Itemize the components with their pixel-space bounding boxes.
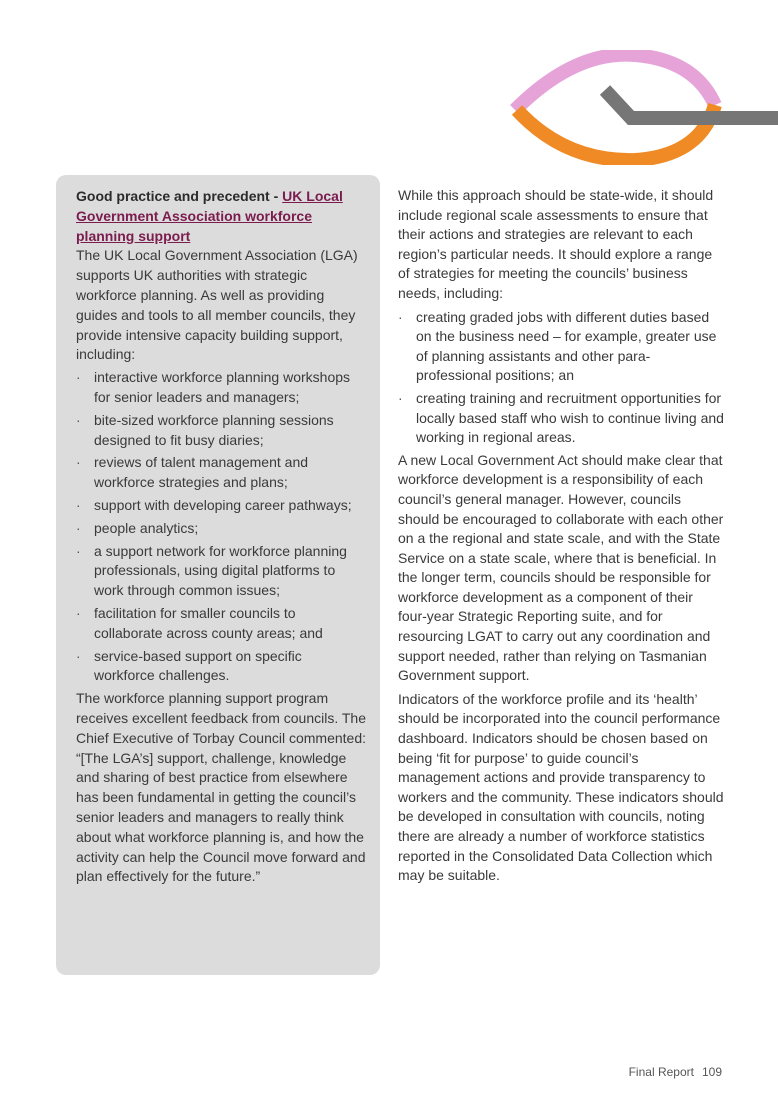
callout-content — [76, 187, 366, 887]
callout-support-list — [76, 368, 366, 686]
paragraph-workforce-indicators: Indicators of the workforce profile and its ‘health’ should be incorporated into the council performance dashboard. Indicators should be chosen based on being ‘fit for purpose’ to guide council’s management actions and provide transparency to workers and the community. These indicators should be developed in consultation with councils, noting there are already a number of workforce statistics reported in the Consolidated Data Collection which may be suitable. — [398, 690, 724, 884]
list-item: · creating graded jobs with different duties based on the business need – for example, greater use of planning assistants and other para-professional positions; an — [398, 308, 724, 386]
strategies-list — [398, 308, 724, 448]
callout-title-prefix: Good practice and precedent - — [76, 188, 283, 204]
callout-closing: The workforce planning support program receives excellent feedback from councils. The Chief Executive of Torbay Council commented: “[The LGA’s] support, challenge, knowledge and sharing of best practice from elsewhere has been fundamental in getting the council’s senior leaders and managers to really think about what workforce planning is, and how the activity can help the Council move forward and plan effectively for the future.” — [76, 690, 366, 885]
paragraph-local-government-act: A new Local Government Act should make clear that workforce development is a responsibility of each council’s general manager. However, councils should be encouraged to collaborate with each other on a the regional and state scale, and with the State Service on a state scale, where that is beneficial. In the longer term, councils should be responsible for workforce development as a component of their four-year Strategic Reporting suite, and for resourcing LGAT to carry out any coordination and support needed, rather than relying on Tasmanian Government support. — [398, 451, 724, 684]
paragraph-regional-assessments: While this approach should be state-wide, it should include regional scale assessments to ensure that their actions and strategies are relevant to each region’s particular needs. It should explore a range of strategies for meeting the councils’ business needs, including: — [398, 187, 714, 301]
list-item: · support with developing career pathways; — [76, 496, 366, 516]
callout-title — [76, 187, 366, 246]
page-footer — [560, 1065, 722, 1079]
callout-intro: The UK Local Government Association (LGA) supports UK authorities with strategic workforce planning. As well as providing guides and tools to all member councils, they provide intensive capacity building support, including: — [76, 247, 358, 363]
list-item: · a support network for workforce planning professionals, using digital platforms to work through common issues; — [76, 542, 366, 601]
good-practice-callout — [56, 175, 380, 975]
list-item: · facilitation for smaller councils to collaborate across county areas; and — [76, 604, 366, 644]
logo-grey-bar — [605, 90, 778, 118]
list-item: · people analytics; — [76, 519, 366, 539]
main-text-column — [398, 186, 724, 890]
lga-workforce-link[interactable]: UK Local Government Association workforce planning support — [76, 188, 343, 244]
list-item: · reviews of talent management and workforce strategies and plans; — [76, 453, 366, 493]
list-item: · creating training and recruitment opportunities for locally based staff who wish to continue living and working in regional areas. — [398, 389, 724, 448]
list-item: · bite-sized workforce planning sessions designed to fit busy diaries; — [76, 411, 366, 451]
footer-report-label: Final Report — [628, 1065, 694, 1079]
page-number: 109 — [701, 1065, 722, 1079]
list-item: · interactive workforce planning workshops for senior leaders and managers; — [76, 368, 366, 408]
decorative-logo-graphic — [505, 50, 778, 165]
list-item: · service-based support on specific workforce challenges. — [76, 647, 366, 687]
